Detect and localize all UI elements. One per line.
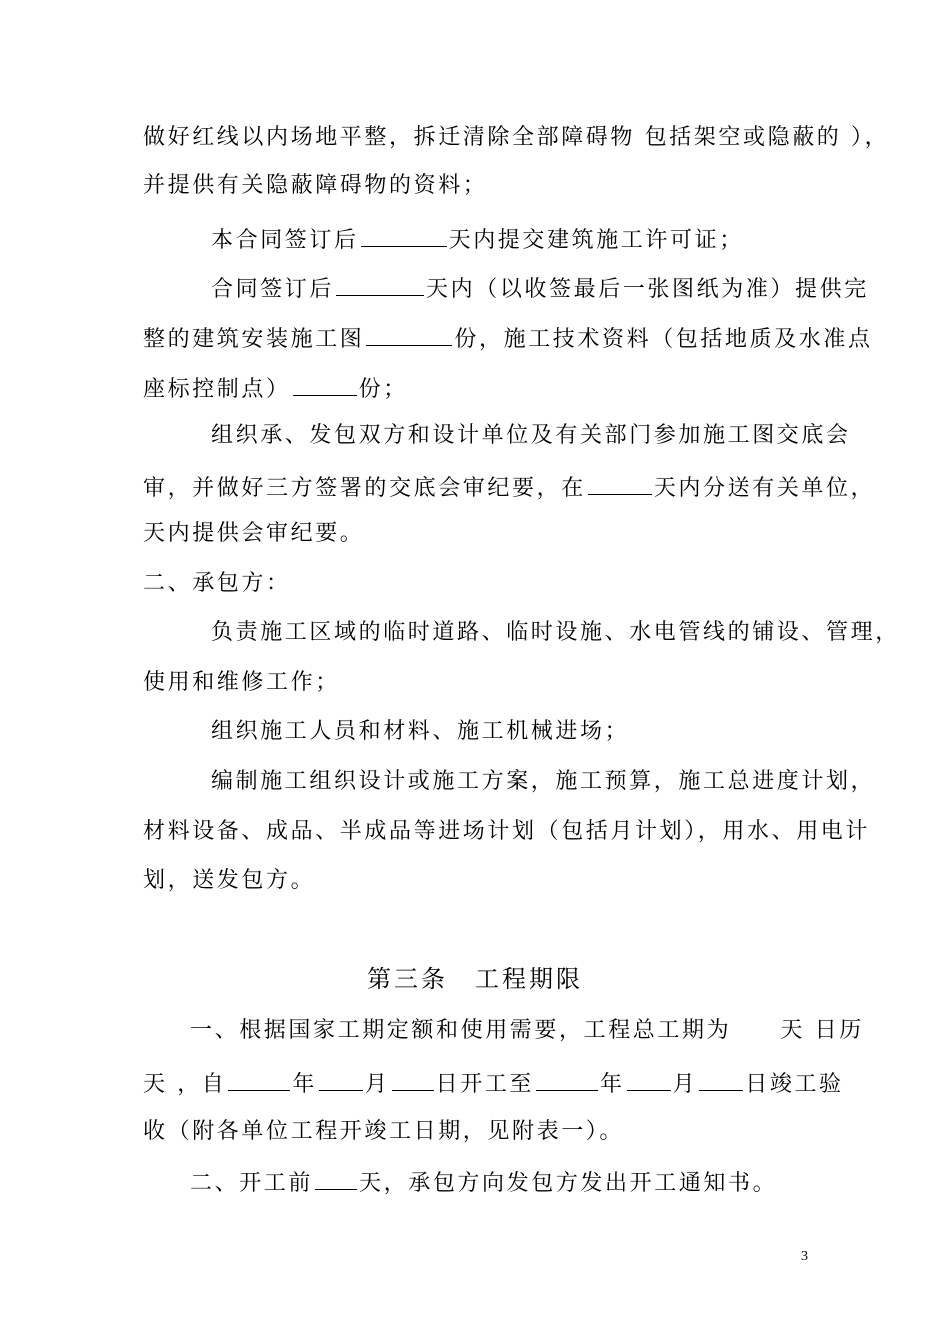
paragraph-line: 组织承、发包双方和设计单位及有关部门参加施工图交底会 xyxy=(211,423,851,448)
text-segment: 年 xyxy=(292,1072,318,1097)
text-segment: 座标控制点） xyxy=(143,377,291,402)
paragraph-line: 负责施工区域的临时道路、临时设施、水电管线的铺设、管理， xyxy=(211,620,900,645)
paragraph-line: 组织施工人员和材料、施工机械进场； xyxy=(211,719,630,744)
text-segment: 天内（以收签最后一张图纸为准）提供完 xyxy=(426,277,869,302)
fill-in-blank xyxy=(366,321,452,346)
text-segment: 月 xyxy=(365,1072,390,1097)
fill-in-blank xyxy=(536,1066,598,1091)
paragraph-line xyxy=(211,271,869,305)
paragraph-line: 一、根据国家工期定额和使用需要，工程总工期为 天 日历 xyxy=(190,1018,864,1043)
paragraph-line: 收（附各单位工程开竣工日期，见附表一）。 xyxy=(143,1119,625,1144)
text-segment: 月 xyxy=(672,1072,698,1097)
text-segment: 审，并做好三方签署的交底会审纪要，在 xyxy=(143,476,586,501)
text-segment: 二、开工前 xyxy=(190,1171,314,1196)
fill-in-blank xyxy=(315,1165,357,1190)
fill-in-blank xyxy=(293,371,357,396)
paragraph-line xyxy=(143,470,875,504)
fill-in-blank xyxy=(319,1066,363,1091)
fill-in-blank xyxy=(392,1066,434,1091)
text-segment: 天内提交建筑施工许可证； xyxy=(448,228,744,253)
fill-in-blank xyxy=(228,1066,290,1091)
text-segment: 本合同签订后 xyxy=(211,228,359,253)
text-segment: 天，承包方向发包方发出开工通知书。 xyxy=(359,1171,778,1196)
page-number: 3 xyxy=(801,1249,808,1264)
section-label: 二、承包方： xyxy=(143,571,291,596)
paragraph-line: 材料设备、成品、半成品等进场计划（包括月计划），用水、用电计 xyxy=(143,819,871,844)
text-segment: 日竣工验 xyxy=(745,1072,844,1097)
paragraph-line: 使用和维修工作； xyxy=(143,670,340,695)
paragraph-line xyxy=(143,1066,844,1100)
paragraph-line: 并提供有关隐蔽障碍物的资料； xyxy=(143,173,488,198)
text-segment: 整的建筑安装施工图 xyxy=(143,327,365,352)
paragraph-line xyxy=(211,222,744,256)
text-segment: 年 xyxy=(600,1072,625,1097)
paragraph-line: 天内提供会审纪要。 xyxy=(143,521,365,546)
paragraph-line: 做好红线以内场地平整，拆迁清除全部障碍物 包括架空或隐蔽的 ）， xyxy=(143,125,890,150)
article-heading: 第三条 工程期限 xyxy=(367,965,583,993)
text-segment: 天 ，自 xyxy=(143,1072,227,1097)
text-segment: 天内分送有关单位， xyxy=(653,476,876,501)
fill-in-blank xyxy=(336,271,424,296)
text-segment: 份，施工技术资料（包括地质及水准点 xyxy=(454,327,873,352)
fill-in-blank xyxy=(627,1066,671,1091)
paragraph-line xyxy=(143,321,873,355)
fill-in-blank xyxy=(588,470,652,495)
text-segment: 日开工至 xyxy=(435,1072,535,1097)
fill-in-blank xyxy=(699,1066,743,1091)
fill-in-blank xyxy=(361,222,447,247)
paragraph-line xyxy=(190,1165,777,1199)
paragraph-line: 编制施工组织设计或施工方案，施工预算，施工总进度计划， xyxy=(211,769,876,794)
paragraph-line: 划，送发包方。 xyxy=(143,868,316,893)
paragraph-line xyxy=(143,371,408,405)
text-segment: 合同签订后 xyxy=(211,277,335,302)
text-segment: 份； xyxy=(358,377,408,402)
